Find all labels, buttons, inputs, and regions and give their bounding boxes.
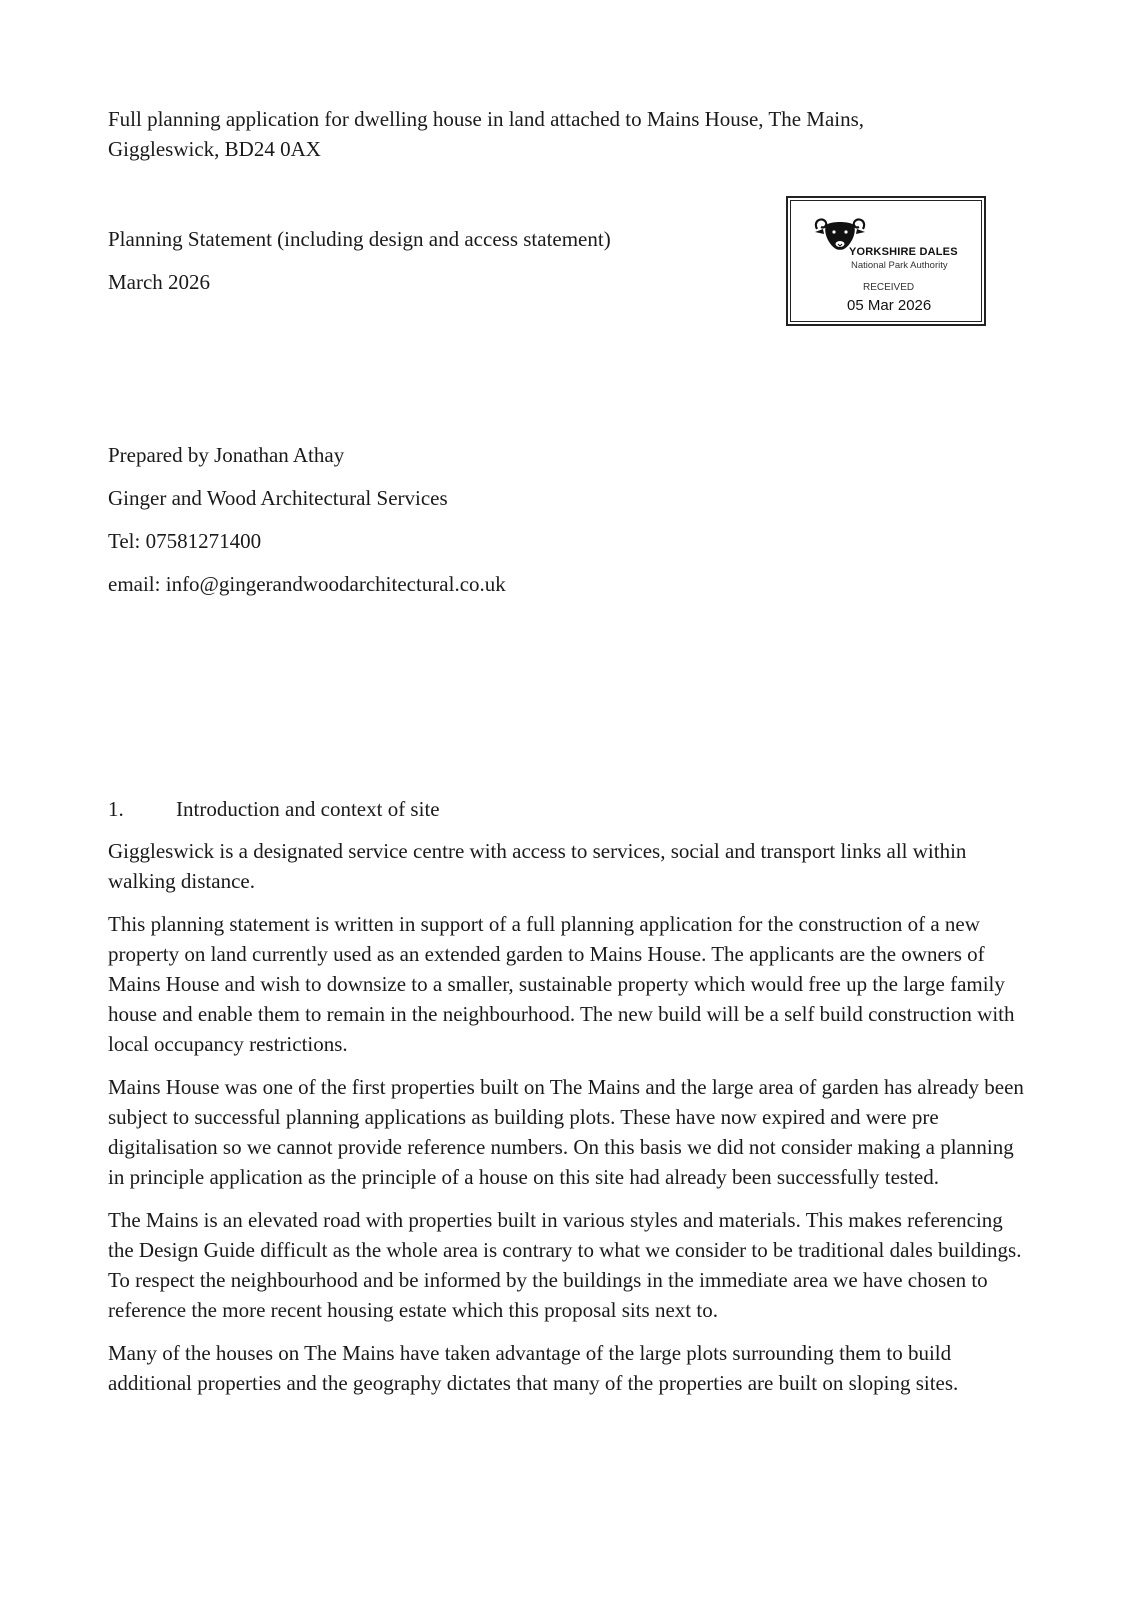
paragraph: Giggleswick is a designated service centre with access to services, social and transport links all within walking distance.: [108, 839, 967, 893]
company-name: Ginger and Wood Architectural Services: [108, 486, 448, 510]
stamp-received-label: RECEIVED: [863, 282, 915, 293]
paragraph: This planning statement is written in support of a full planning application for the construction of a new property on land currently used as an extended garden to Mains House. The applicants are the owners of Mains House and wish to downsize to a smaller, sustainable property which would free up the large family house and enable them to remain in the neighbourhood. The new build will be a self build construction with local occupancy restrictions.: [108, 912, 1015, 1056]
paragraph: Mains House was one of the first properties built on The Mains and the large area of garden has already been subject to successful planning applications as building plots. These have now expired and were pre digitalisation so we cannot provide reference numbers. On this basis we did not consider making a planning in principle application as the principle of a house on this site had already been successfully tested.: [108, 1075, 1024, 1189]
stamp-organisation-sub: National Park Authority: [851, 260, 948, 271]
section-heading: [108, 794, 440, 824]
telephone: Tel: 07581271400: [108, 529, 262, 553]
received-stamp-inner: [790, 200, 982, 322]
stamp-organisation: YORKSHIRE DALES: [849, 246, 958, 258]
paragraph: The Mains is an elevated road with properties built in various styles and materials. This makes referencing the Design Guide difficult as the whole area is contrary to what we consider to be traditional dales buildings. To respect the neighbourhood and be informed by the buildings in the immediate area we have chosen to reference the more recent housing estate which this proposal sits next to.: [108, 1208, 1022, 1322]
section-title: Introduction and context of site: [176, 797, 440, 821]
document-date: March 2026: [108, 270, 211, 294]
section-number: 1.: [108, 797, 124, 821]
prepared-by: Prepared by Jonathan Athay: [108, 443, 345, 467]
document-title: Full planning application for dwelling house in land attached to Mains House, The Mains, Giggleswick, BD24 0AX: [108, 107, 865, 161]
document-subtitle: Planning Statement (including design and access statement): [108, 227, 611, 251]
section-body: [108, 836, 1028, 1411]
stamp-received-date: 05 Mar 2026: [847, 297, 932, 314]
received-stamp: [786, 196, 986, 326]
email-address: email: info@gingerandwoodarchitectural.co.uk: [108, 572, 506, 596]
paragraph: Many of the houses on The Mains have taken advantage of the large plots surrounding them to build additional properties and the geography dictates that many of the properties are built on sloping sites.: [108, 1341, 959, 1395]
